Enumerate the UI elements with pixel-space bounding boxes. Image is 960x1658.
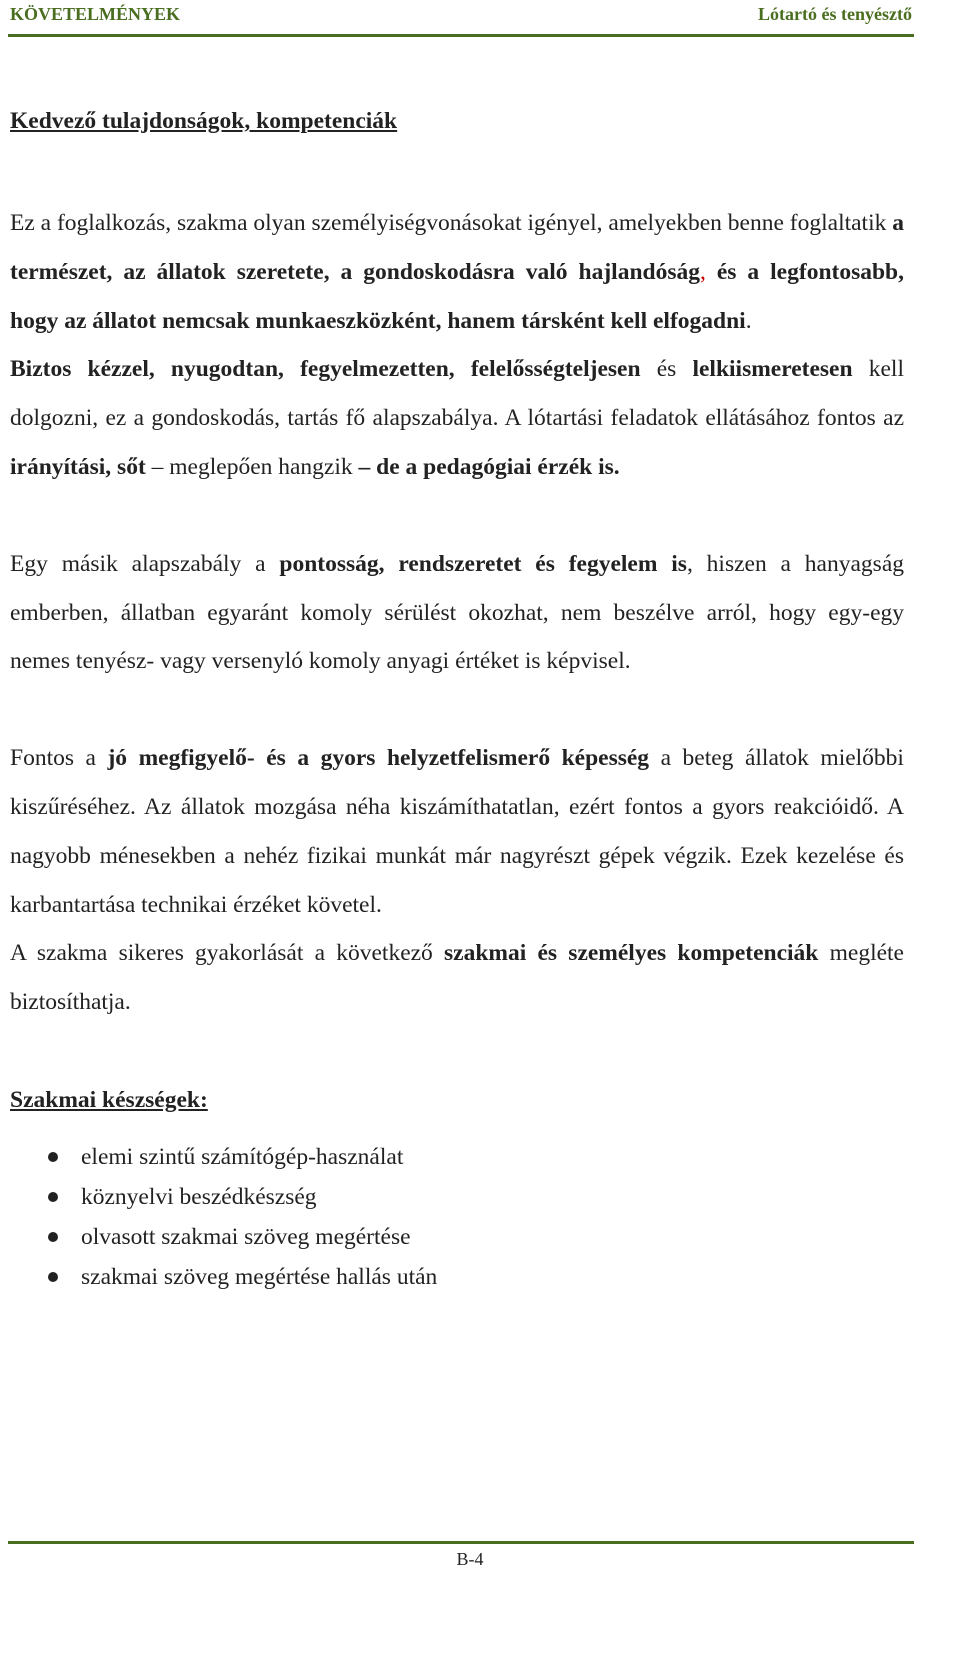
list-item xyxy=(10,1217,904,1257)
header-divider xyxy=(8,34,914,37)
bold-run: jó megfigyelő- és a gyors helyzetfelismerő képesség xyxy=(107,745,650,772)
text-run: , hiszen a hanyagság emberben, állatban egyaránt komoly sérülést okozhat, nem beszélve arról, hogy egy-egy nemes tenyész- vagy versenyló komoly anyagi értéket is képvisel. xyxy=(10,550,904,675)
paragraph-accuracy xyxy=(10,540,904,686)
red-comma: , xyxy=(700,258,706,285)
bullet-icon xyxy=(48,1152,58,1162)
bullet-icon xyxy=(48,1192,58,1202)
list-item xyxy=(10,1257,904,1297)
text-run: megléte biztosíthatja. xyxy=(10,940,904,1016)
text-run: kell dolgozni, ez a gondoskodás, tartás fő alapszabálya. A lótartási feladatok ellátásához fontos az xyxy=(10,356,904,432)
text-run: . xyxy=(745,307,752,334)
paragraph-personality xyxy=(10,199,904,492)
bold-run: a természet, az állatok szeretete, a gondoskodásra való hajlandóság xyxy=(10,210,904,285)
text-run: A szakma sikeres gyakorlását a következő xyxy=(10,940,445,967)
bold-run: és a legfontosabb, hogy az állatot nemcsak munkaeszközként, hanem társként kell elfogadni xyxy=(10,258,904,334)
paragraph-observation xyxy=(10,734,904,929)
bold-run: lelkiismeretesen xyxy=(692,356,853,383)
section-title-competencies: Kedvező tulajdonságok, kompetenciák xyxy=(10,108,398,134)
text-run: Fontos a xyxy=(10,745,108,772)
list-item xyxy=(10,1137,904,1177)
skills-list xyxy=(10,1137,904,1297)
list-item-label: olvasott szakmai szöveg megértése xyxy=(81,1223,411,1250)
page-header xyxy=(10,2,912,30)
bullet-icon xyxy=(48,1232,58,1242)
paragraph-competencies xyxy=(10,929,904,1027)
list-item xyxy=(10,1177,904,1217)
list-item-label: köznyelvi beszédkészség xyxy=(81,1183,317,1210)
footer-divider xyxy=(8,1541,914,1544)
bold-run: irányítási, sőt xyxy=(10,453,146,480)
document-body xyxy=(10,106,904,1297)
text-run: Egy másik alapszabály a xyxy=(10,550,280,577)
header-left-title: KÖVETELMÉNYEK xyxy=(10,4,181,24)
list-item-label: elemi szintű számítógép-használat xyxy=(81,1143,404,1170)
header-right-title: Lótartó és tenyésztő xyxy=(758,4,912,24)
section-title-skills: Szakmai készségek: xyxy=(10,1086,208,1113)
bold-run: Biztos kézzel, nyugodtan, fegyelmezetten, felelősségteljesen xyxy=(10,356,641,383)
text-run: és xyxy=(640,356,693,383)
text-run: a beteg állatok mielőbbi kiszűréséhez. Az állatok mozgása néha kiszámíthatatlan, ezért fontos a gyors reakcióidő. A nagyobb ménesekben a nehéz fizikai munkát már nagyrészt gépek végzik. Ezek kezelése és karbantartása technikai érzéket követel. xyxy=(10,745,904,918)
bold-run: – de a pedagógiai érzék is. xyxy=(358,453,620,480)
text-run: Ez a foglalkozás, szakma olyan személyiségvonásokat igényel, amelyekben benne foglaltatik xyxy=(10,210,893,236)
bullet-icon xyxy=(48,1272,58,1282)
list-item-label: szakmai szöveg megértése hallás után xyxy=(81,1263,438,1290)
text-run: – meglepően hangzik xyxy=(145,453,359,480)
page-number: B-4 xyxy=(456,1549,484,1569)
bold-run: szakmai és személyes kompetenciák xyxy=(444,940,819,967)
bold-run: pontosság, rendszeretet és fegyelem is xyxy=(279,550,687,577)
